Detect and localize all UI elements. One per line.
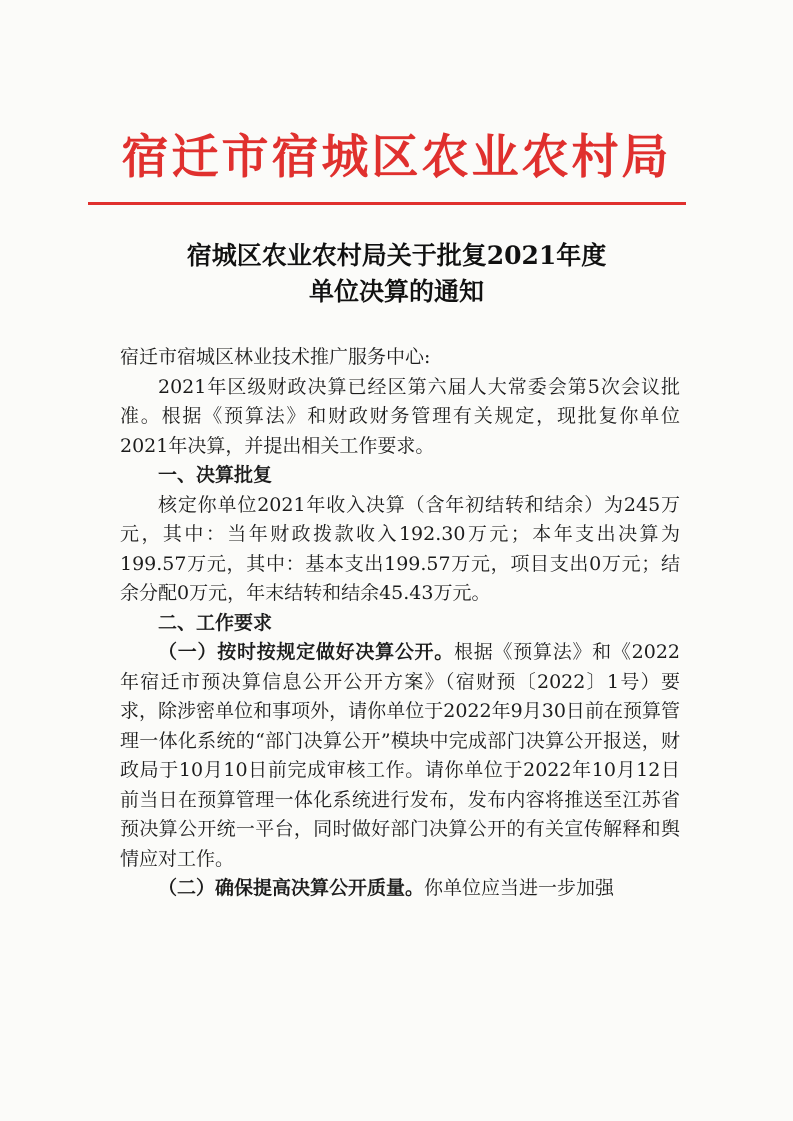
document-title-line-2: 单位决算的通知 [308,277,484,306]
section-2-item-2-text: 你单位应当进一步加强 [424,877,615,899]
addressee: 宿迁市宿城区林业技术推广服务中心: [120,346,431,368]
section-2-item-1-text: 根据《预算法》和《2022年宿迁市预决算信息公开公开方案》（宿财预〔2022〕1号）要求，除涉密单位和事项外，请你单位于2022年9月30日前在预算管理一体化系统的“部门决算公开”模块中完成部门决算公开报送，财政局于10月10日前完成审核工作。请你单位于2022年10月12日前当日在预算管理一体化系统进行发布，发布内容将推送至江苏省预决算公开统一平台，同时做好部门决算公开的有关宣传解释和舆情应对工作。 [120,641,680,870]
document-title-line-1: 宿城区农业农村局关于批复2021年度 [186,241,607,270]
section-1-paragraph: 核定你单位2021年收入决算（含年初结转和结余）为245万元，其中：当年财政拨款收入192.30万元；本年支出决算为199.57万元，其中：基本支出199.57万元，项目支出0万元；结余分配0万元，年末结转和结余45.43万元。 [120,493,680,604]
document-title [0,238,793,310]
section-2-heading: 二、工作要求 [158,611,273,634]
letterhead-org-name: 宿迁市宿城区农业农村局 [121,130,672,185]
section-2-item-1 [120,638,680,874]
section-2-item-2-lead: （二）确保提高决算公开质量。 [158,877,425,899]
section-2-item-2 [120,874,680,904]
letterhead-red-rule [88,202,686,205]
section-2-item-1-lead: （一）按时按规定做好决算公开。 [158,641,455,663]
section-1-heading: 一、决算批复 [158,464,273,486]
intro-paragraph: 2021年区级财政决算已经区第六届人大常委会第5次会议批准。根据《预算法》和财政财务管理有关规定，现批复你单位2021年决算，并提出相关工作要求。 [120,375,680,457]
document-body [120,343,680,904]
